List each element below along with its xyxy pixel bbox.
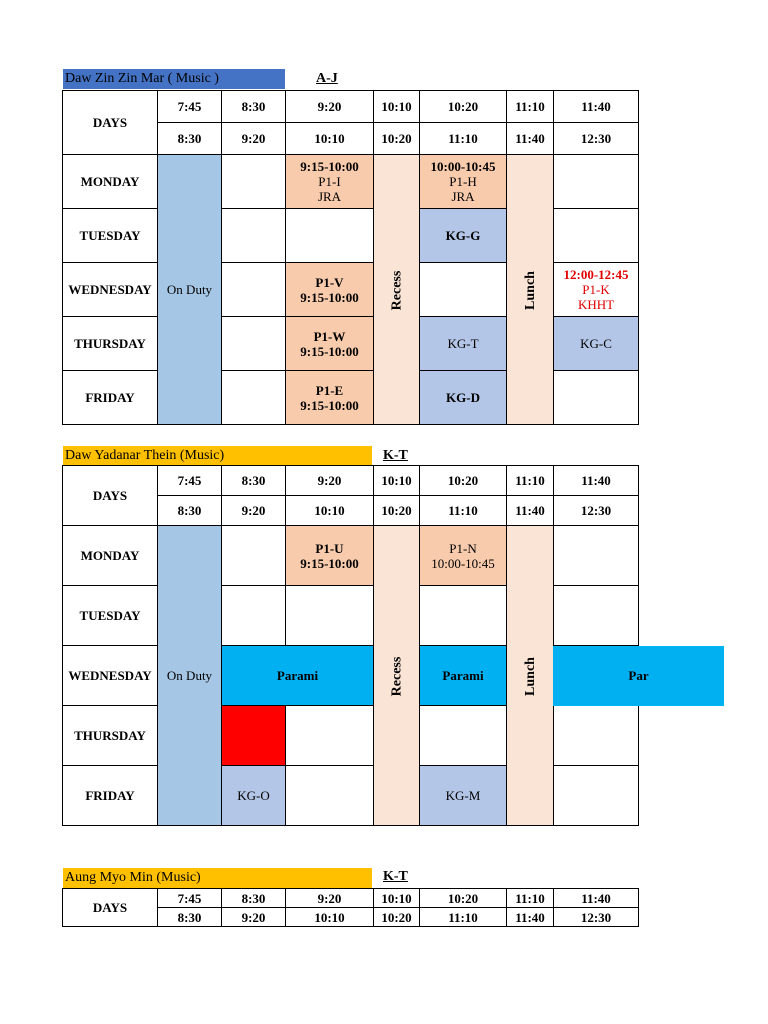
recess-cell xyxy=(374,526,420,826)
day-label: WEDNESDAY xyxy=(63,646,158,706)
empty-slot xyxy=(286,586,374,646)
lesson-cell xyxy=(286,317,374,371)
empty-slot xyxy=(222,317,286,371)
lesson-cell: KG-O xyxy=(222,766,286,826)
days-header: DAYS xyxy=(63,466,158,526)
parami-truncated-label: Par xyxy=(628,668,649,683)
parami-block: Parami xyxy=(222,646,374,706)
recess-cell xyxy=(374,155,420,425)
empty-slot xyxy=(554,155,639,209)
empty-slot xyxy=(554,526,639,586)
lesson-code: KHHT xyxy=(577,297,615,312)
empty-slot xyxy=(222,209,286,263)
lunch-label: Lunch xyxy=(522,270,538,310)
time-start: 9:20 xyxy=(286,91,374,123)
time-start: 11:40 xyxy=(554,466,639,496)
lesson-cell: KG-D xyxy=(420,371,507,425)
lesson-cell xyxy=(420,526,507,586)
time-end: 10:20 xyxy=(374,908,420,927)
recess-label: Recess xyxy=(389,270,404,310)
empty-slot xyxy=(420,706,507,766)
lesson-time: 12:00-12:45 xyxy=(563,267,629,282)
time-end: 10:20 xyxy=(374,496,420,526)
lesson-time: 9:15-10:00 xyxy=(300,397,359,413)
parami-overflow-extension xyxy=(553,646,724,706)
time-start: 11:40 xyxy=(554,889,639,908)
time-end: 10:10 xyxy=(286,123,374,155)
lesson-code: JRA xyxy=(451,189,475,204)
lesson-time: 9:15-10:00 xyxy=(300,289,359,305)
class-range-3: K-T xyxy=(383,869,408,884)
lesson-cell xyxy=(286,155,374,209)
lesson-time: 10:00-10:45 xyxy=(431,555,495,571)
empty-slot xyxy=(554,209,639,263)
time-end: 11:40 xyxy=(507,908,554,927)
time-start: 8:30 xyxy=(222,889,286,908)
time-start: 11:40 xyxy=(554,91,639,123)
time-end: 11:10 xyxy=(420,123,507,155)
recess-label: Recess xyxy=(389,656,404,696)
lesson-code: JRA xyxy=(317,189,342,204)
time-start: 7:45 xyxy=(158,466,222,496)
time-end: 9:20 xyxy=(222,908,286,927)
time-end: 11:10 xyxy=(420,496,507,526)
day-label: FRIDAY xyxy=(63,371,158,425)
day-label: TUESDAY xyxy=(63,586,158,646)
time-end: 8:30 xyxy=(158,908,222,927)
teacher-banner-3: Aung Myo Min (Music) xyxy=(63,868,372,888)
time-start: 7:45 xyxy=(158,889,222,908)
lesson-cell xyxy=(286,263,374,317)
time-end: 9:20 xyxy=(222,496,286,526)
class-range-1: A-J xyxy=(316,71,338,86)
lesson-class: P1-H xyxy=(449,174,477,189)
empty-slot xyxy=(554,706,639,766)
time-end: 12:30 xyxy=(554,908,639,927)
empty-slot xyxy=(286,766,374,826)
class-range-2: K-T xyxy=(383,448,408,463)
day-label: TUESDAY xyxy=(63,209,158,263)
lesson-cell xyxy=(286,526,374,586)
lesson-cell xyxy=(420,155,507,209)
time-start: 11:10 xyxy=(507,91,554,123)
empty-slot xyxy=(286,706,374,766)
day-label: MONDAY xyxy=(63,155,158,209)
time-start: 11:10 xyxy=(507,466,554,496)
lesson-class: P1-E xyxy=(315,382,344,398)
time-start: 8:30 xyxy=(222,466,286,496)
lesson-time: 9:15-10:00 xyxy=(300,343,359,359)
lesson-cell xyxy=(554,263,639,317)
time-start: 7:45 xyxy=(158,91,222,123)
empty-slot xyxy=(222,263,286,317)
lesson-cell: KG-G xyxy=(420,209,507,263)
empty-slot xyxy=(420,586,507,646)
teacher-banner-1: Daw Zin Zin Mar ( Music ) xyxy=(63,69,285,89)
time-end: 10:10 xyxy=(286,908,374,927)
empty-slot xyxy=(554,766,639,826)
empty-slot xyxy=(554,371,639,425)
highlighted-slot xyxy=(222,706,286,766)
empty-slot xyxy=(222,526,286,586)
time-end: 8:30 xyxy=(158,496,222,526)
lunch-label: Lunch xyxy=(522,656,538,696)
empty-slot xyxy=(420,263,507,317)
time-start: 10:10 xyxy=(374,466,420,496)
time-start: 8:30 xyxy=(222,91,286,123)
days-header: DAYS xyxy=(63,91,158,155)
on-duty-cell: On Duty xyxy=(158,526,222,826)
timetable-1 xyxy=(62,90,639,425)
time-end: 10:20 xyxy=(374,123,420,155)
time-end: 11:40 xyxy=(507,123,554,155)
lesson-class: P1-V xyxy=(315,274,344,290)
lunch-cell xyxy=(507,526,554,826)
empty-slot xyxy=(222,155,286,209)
time-start: 10:10 xyxy=(374,91,420,123)
lunch-cell xyxy=(507,155,554,425)
lesson-cell xyxy=(286,371,374,425)
days-header: DAYS xyxy=(63,889,158,927)
lesson-time: 9:15-10:00 xyxy=(300,555,359,571)
time-start: 10:20 xyxy=(420,889,507,908)
lesson-class: P1-W xyxy=(313,328,346,344)
time-end: 12:30 xyxy=(554,123,639,155)
on-duty-cell: On Duty xyxy=(158,155,222,425)
timetable-3 xyxy=(62,888,639,927)
time-start: 10:20 xyxy=(420,466,507,496)
time-start: 11:10 xyxy=(507,889,554,908)
time-end: 11:10 xyxy=(420,908,507,927)
time-start: 10:10 xyxy=(374,889,420,908)
lesson-class: P1-U xyxy=(315,540,344,556)
lesson-time: 9:15-10:00 xyxy=(300,159,359,174)
lesson-cell: KG-T xyxy=(420,317,507,371)
day-label: THURSDAY xyxy=(63,706,158,766)
lesson-class: P1-K xyxy=(582,282,610,297)
empty-slot xyxy=(286,209,374,263)
day-label: MONDAY xyxy=(63,526,158,586)
day-label: WEDNESDAY xyxy=(63,263,158,317)
day-label: FRIDAY xyxy=(63,766,158,826)
time-end: 9:20 xyxy=(222,123,286,155)
day-label: THURSDAY xyxy=(63,317,158,371)
parami-block: Parami xyxy=(420,646,507,706)
time-start: 9:20 xyxy=(286,466,374,496)
lesson-class: P1-N xyxy=(449,540,477,556)
time-end: 11:40 xyxy=(507,496,554,526)
time-end: 8:30 xyxy=(158,123,222,155)
teacher-banner-2: Daw Yadanar Thein (Music) xyxy=(63,446,372,466)
empty-slot xyxy=(222,586,286,646)
time-end: 12:30 xyxy=(554,496,639,526)
lesson-cell: KG-C xyxy=(554,317,639,371)
time-start: 9:20 xyxy=(286,889,374,908)
empty-slot xyxy=(554,586,639,646)
lesson-time: 10:00-10:45 xyxy=(430,159,496,174)
lesson-cell: KG-M xyxy=(420,766,507,826)
time-start: 10:20 xyxy=(420,91,507,123)
empty-slot xyxy=(222,371,286,425)
time-end: 10:10 xyxy=(286,496,374,526)
lesson-class: P1-I xyxy=(318,174,341,189)
